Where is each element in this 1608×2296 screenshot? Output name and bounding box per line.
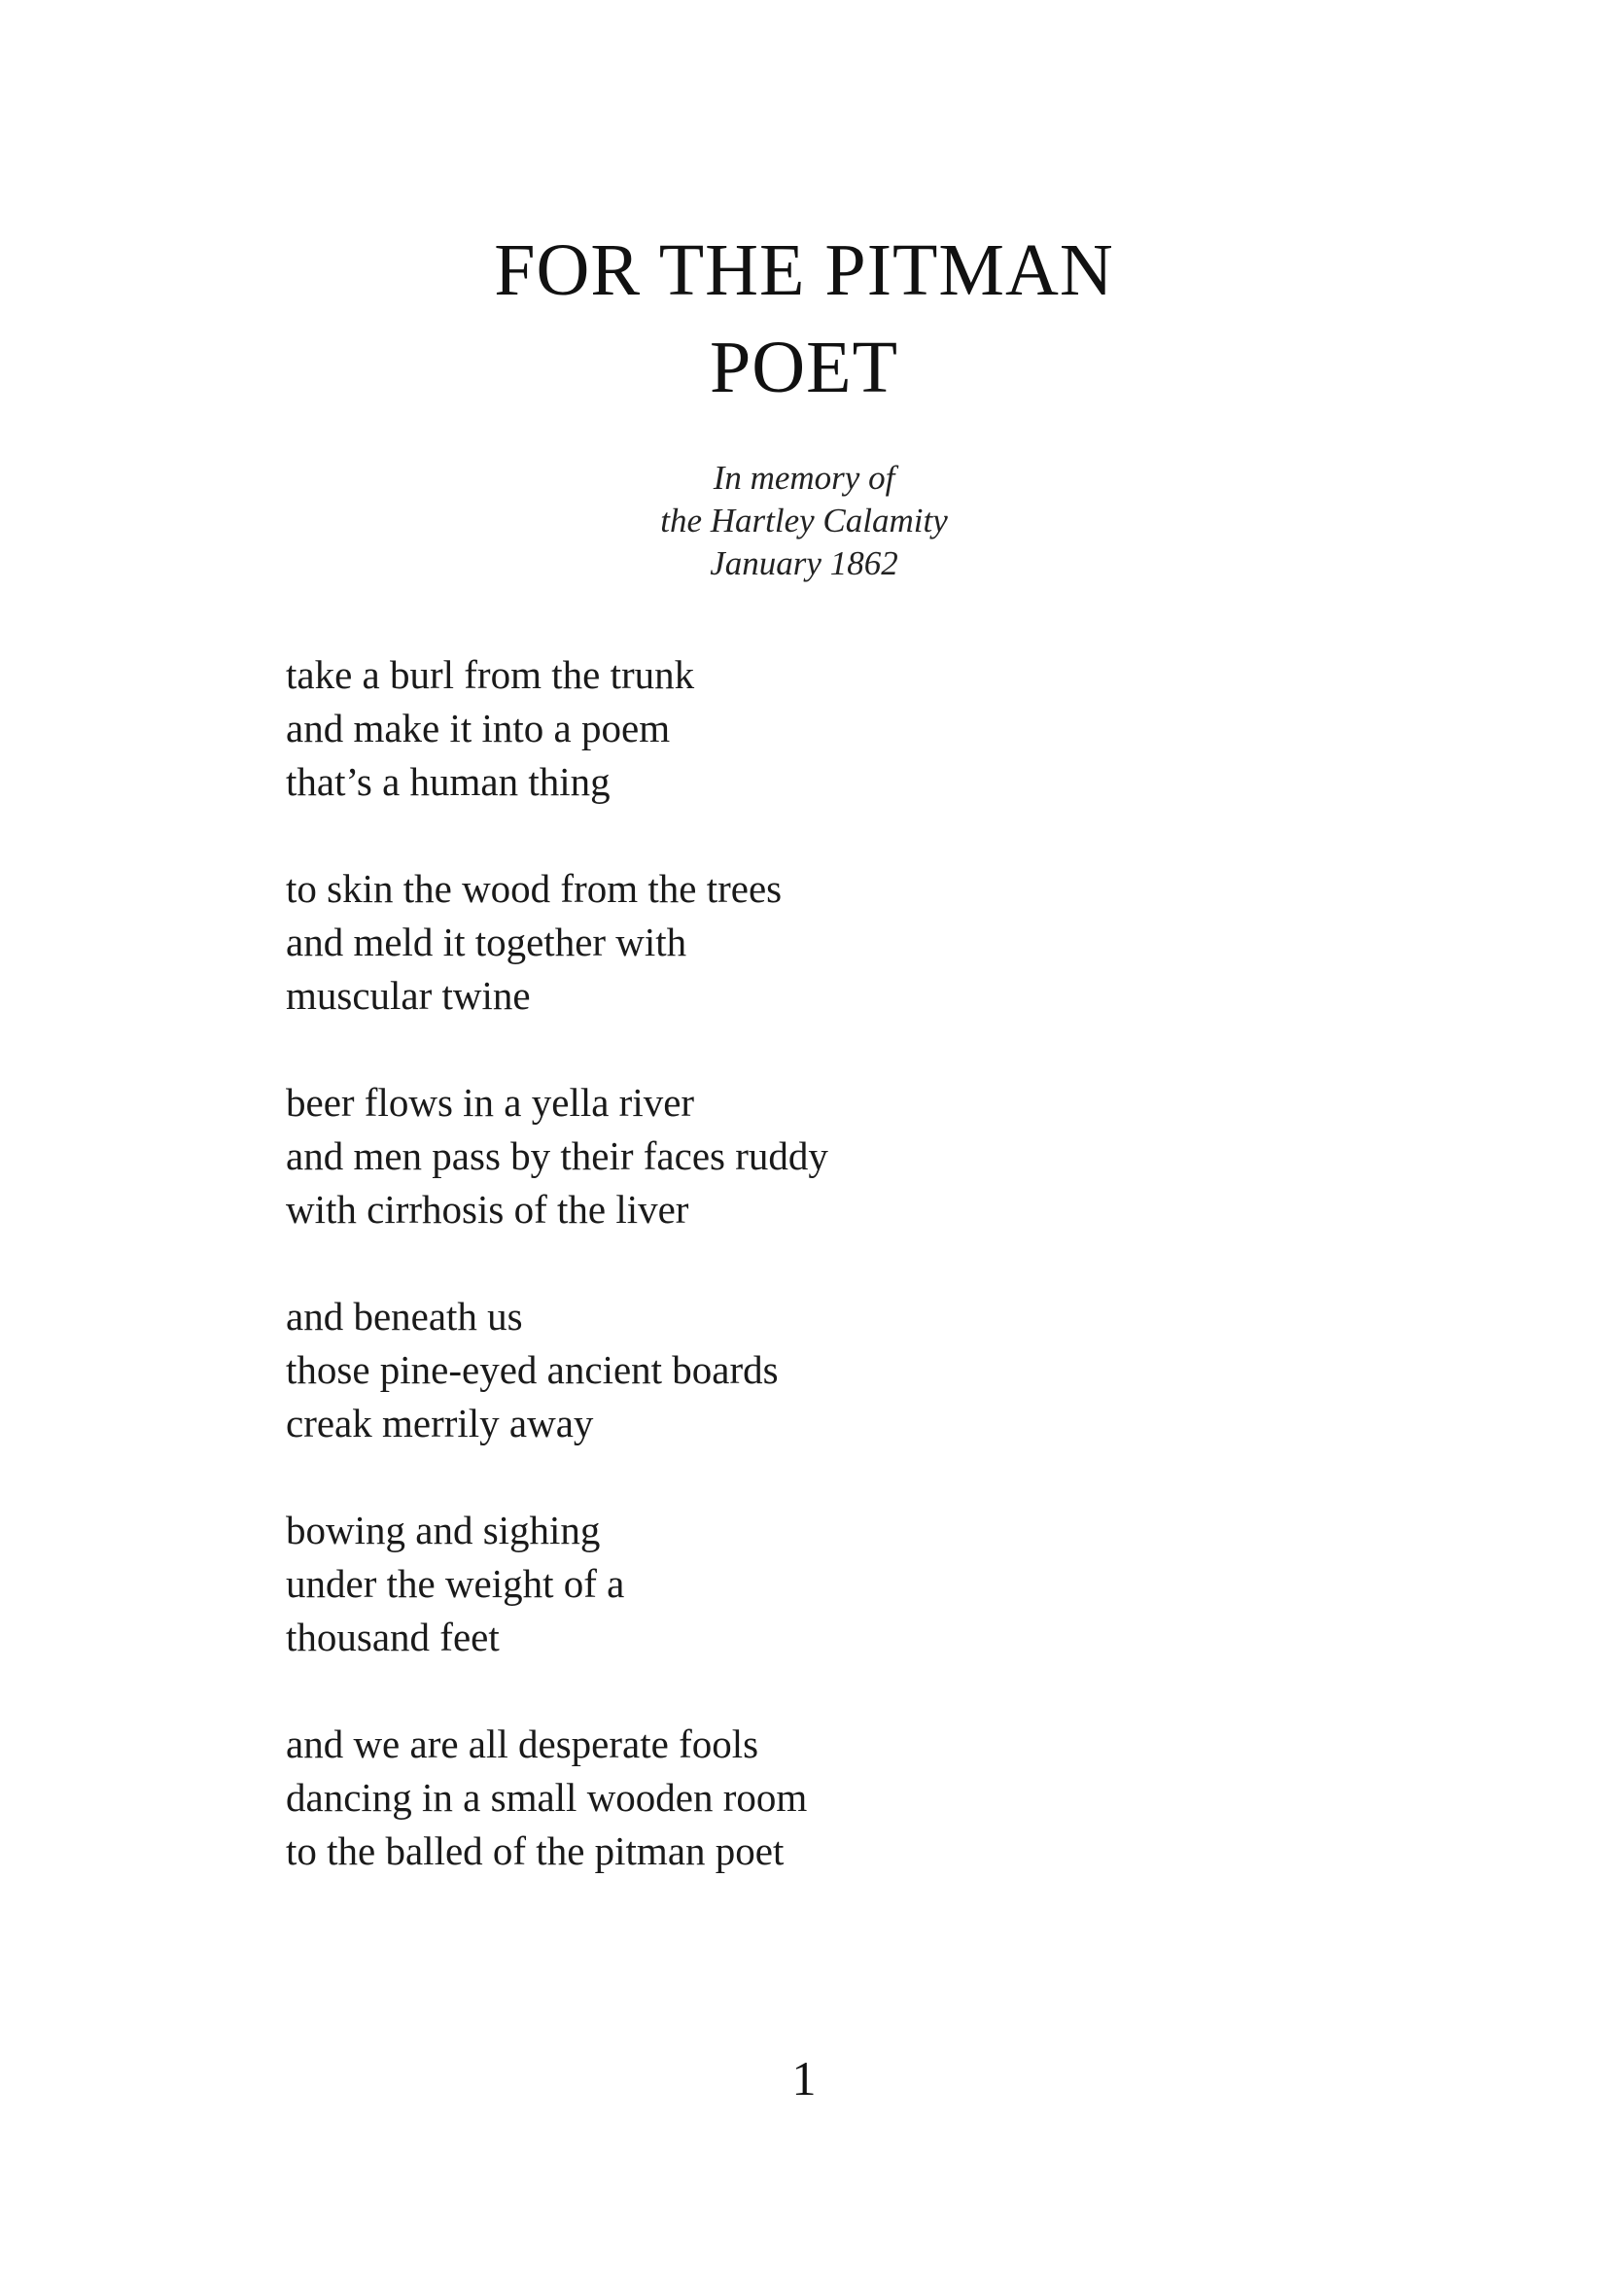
title-line-1: FOR THE PITMAN (494, 229, 1114, 311)
poem-line: and meld it together with (286, 920, 687, 964)
poem-body (286, 648, 1355, 1931)
dedication (0, 457, 1608, 585)
poem-line: dancing in a small wooden room (286, 1775, 808, 1820)
poem-line: take a burl from the trunk (286, 652, 695, 697)
poem-line: those pine-eyed ancient boards (286, 1347, 779, 1392)
stanza-5 (286, 1504, 1355, 1664)
dedication-line-3: January 1862 (710, 544, 898, 582)
poem-line: thousand feet (286, 1615, 500, 1659)
poem-line: to skin the wood from the trees (286, 866, 783, 911)
poem-line: and men pass by their faces ruddy (286, 1133, 828, 1178)
poem-line: bowing and sighing (286, 1508, 601, 1552)
title-line-2: POET (710, 327, 898, 408)
dedication-line-2: the Hartley Calamity (660, 502, 948, 539)
poem-line: to the balled of the pitman poet (286, 1828, 785, 1873)
poem-line: beer flows in a yella river (286, 1080, 695, 1125)
poem-line: and beneath us (286, 1294, 523, 1339)
stanza-2 (286, 862, 1355, 1023)
stanza-6 (286, 1718, 1355, 1878)
stanza-1 (286, 648, 1355, 809)
poem-line: and make it into a poem (286, 706, 671, 750)
poem-line: with cirrhosis of the liver (286, 1187, 689, 1232)
poem-line: that’s a human thing (286, 759, 611, 804)
poem-line: muscular twine (286, 973, 531, 1018)
poem-line: and we are all desperate fools (286, 1722, 759, 1766)
poem-title (0, 222, 1608, 416)
poem-line: creak merrily away (286, 1401, 594, 1445)
dedication-line-1: In memory of (713, 459, 895, 497)
stanza-4 (286, 1290, 1355, 1450)
stanza-3 (286, 1076, 1355, 1236)
poem-line: under the weight of a (286, 1561, 625, 1606)
page-number: 1 (791, 2051, 817, 2105)
